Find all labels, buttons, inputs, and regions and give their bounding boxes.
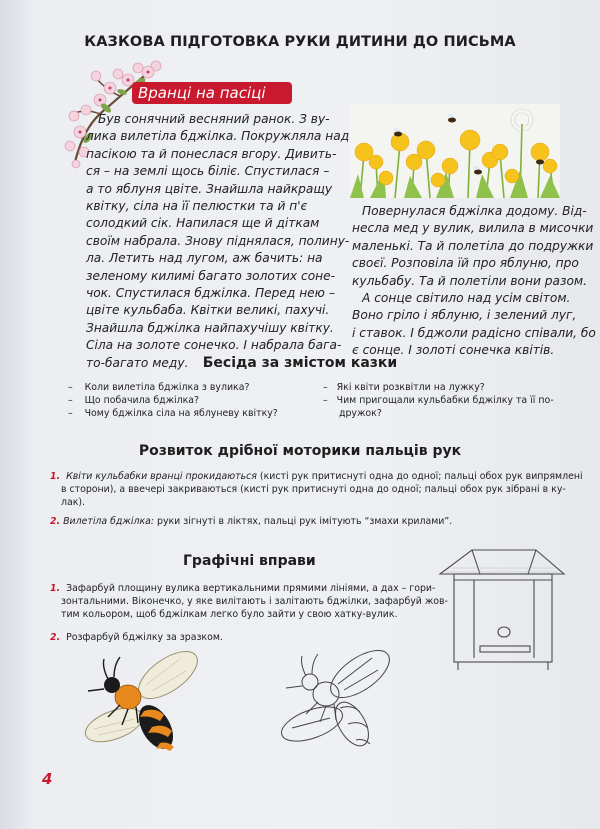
- story-line: ла. Летить над лугом, аж бачить: на: [86, 251, 323, 266]
- story-title-badge: [132, 82, 292, 104]
- question-item: – Чим пригощали кульбабки бджілку та її по-: [323, 395, 554, 406]
- question-item: – Які квіти розквітли на лужку?: [323, 382, 485, 393]
- item-number: 2.: [50, 632, 61, 643]
- story-line: Був сонячний весняний ранок. З ву-: [98, 112, 330, 126]
- story-line: кульбабу. Та й полетіли вони разом.: [352, 273, 587, 288]
- item-number: 2.: [50, 516, 61, 527]
- story-line: Знайшла бджілка найпахучішу квітку.: [86, 320, 334, 335]
- story-line: квітку, сіла на її пелюстки та й п'є: [86, 199, 308, 214]
- story-line: є сонце. І золоті сонечка квітів.: [352, 343, 555, 358]
- item-number: 1.: [50, 471, 61, 482]
- story-line: то-багато меду.: [86, 355, 189, 370]
- outline-bee-illustration: [268, 640, 398, 758]
- question-item: – Що побачила бджілка?: [68, 395, 200, 406]
- motor-title: Розвиток дрібної моторики пальців рук: [138, 443, 462, 459]
- story-line: А сонце світило над усім світом.: [362, 291, 571, 306]
- story-line: солодкий сік. Напилася ще й діткам: [86, 216, 320, 231]
- story-left-column: [86, 111, 350, 372]
- item-number: 1.: [50, 583, 61, 594]
- conversation-title: Бесіда за змістом казки: [202, 355, 398, 371]
- story-line: лика вилетіла бджілка. Покружляла над: [86, 129, 350, 144]
- story-right-column: [352, 203, 596, 360]
- graphic-title: Графічні вправи: [183, 553, 316, 569]
- story-line: своєї. Розповіла їй про яблуню, про: [352, 256, 579, 271]
- dash: –: [323, 395, 328, 406]
- story-line: несла мед у вулик, вилила в мисочки: [352, 221, 594, 236]
- colored-bee-illustration: [68, 645, 208, 760]
- conversation-left-questions: [68, 381, 318, 420]
- story-line: і ставок. І бджоли радісно співали, бо: [352, 325, 596, 340]
- page-number: 4: [42, 770, 53, 788]
- story-line: Повернулася бджілка додому. Від-: [362, 204, 587, 218]
- story-line: Сіла на золоте сонечко. І набрала бага-: [86, 338, 342, 353]
- story-line: чок. Спустилася бджілка. Перед нею –: [86, 286, 335, 301]
- motor-item-1: 1. Квіти кульбабки вранці прокидаються (кисті рук притиснуті одна до одної; пальці обох рук випрямлені в сторони), а ввечері закриваються (кисті рук притиснуті одна до одної; пальці обох рук зібрані в ку- лак).: [50, 471, 583, 508]
- graphic-item-1: 1. Зафарбуй площину вулика вертикальними прямими лініями, а дах – гори- зонтальними. Віконечко, у яке вилітають і залітають бджілки, зафарбуй жов- тим кольором, щоб бджілкам легко було зайти у свою хатку-вулик.: [50, 583, 448, 620]
- story-line: своїм набрала. Знову піднялася, полину-: [86, 233, 350, 248]
- dash: –: [68, 395, 73, 406]
- question-item-continuation: дружок?: [339, 408, 382, 419]
- story-title: Вранці на пасіці: [138, 84, 266, 102]
- story-line: маленькі. Та й полетіла до подружки: [352, 238, 594, 253]
- story-line: а то яблуня цвіте. Знайшла найкращу: [86, 181, 333, 196]
- story-line: Воно гріло і яблуню, і зелений луг,: [352, 308, 577, 323]
- question-item: – Чому бджілка сіла на яблуневу квітку?: [68, 408, 278, 419]
- story-line: ся – на землі щось біліє. Спустилася –: [86, 164, 330, 179]
- dash: –: [68, 408, 73, 419]
- story-line: пасікою та й понеслася вгору. Дивить-: [86, 146, 337, 161]
- beehive-outline-illustration: [436, 546, 570, 674]
- question-item: – Коли вилетіла бджілка з вулика?: [68, 382, 250, 393]
- conversation-right-questions: [323, 381, 563, 420]
- dash: –: [323, 382, 328, 393]
- page-header-title: КАЗКОВА ПІДГОТОВКА РУКИ ДИТИНИ ДО ПИСЬМА: [84, 34, 516, 50]
- dash: –: [68, 382, 73, 393]
- story-line: цвіте кульбаба. Квітки великі, пахучі.: [86, 303, 330, 318]
- graphic-item-2: 2. Розфарбуй бджілку за зразком.: [50, 632, 223, 643]
- story-line: зеленому килимі багато золотих соне-: [86, 268, 336, 283]
- dandelion-meadow-illustration: [350, 104, 560, 198]
- motor-item-2: 2. Вилетіла бджілка: руки зігнуті в ліктях, пальці рук імітують “змахи крилами”.: [50, 516, 453, 527]
